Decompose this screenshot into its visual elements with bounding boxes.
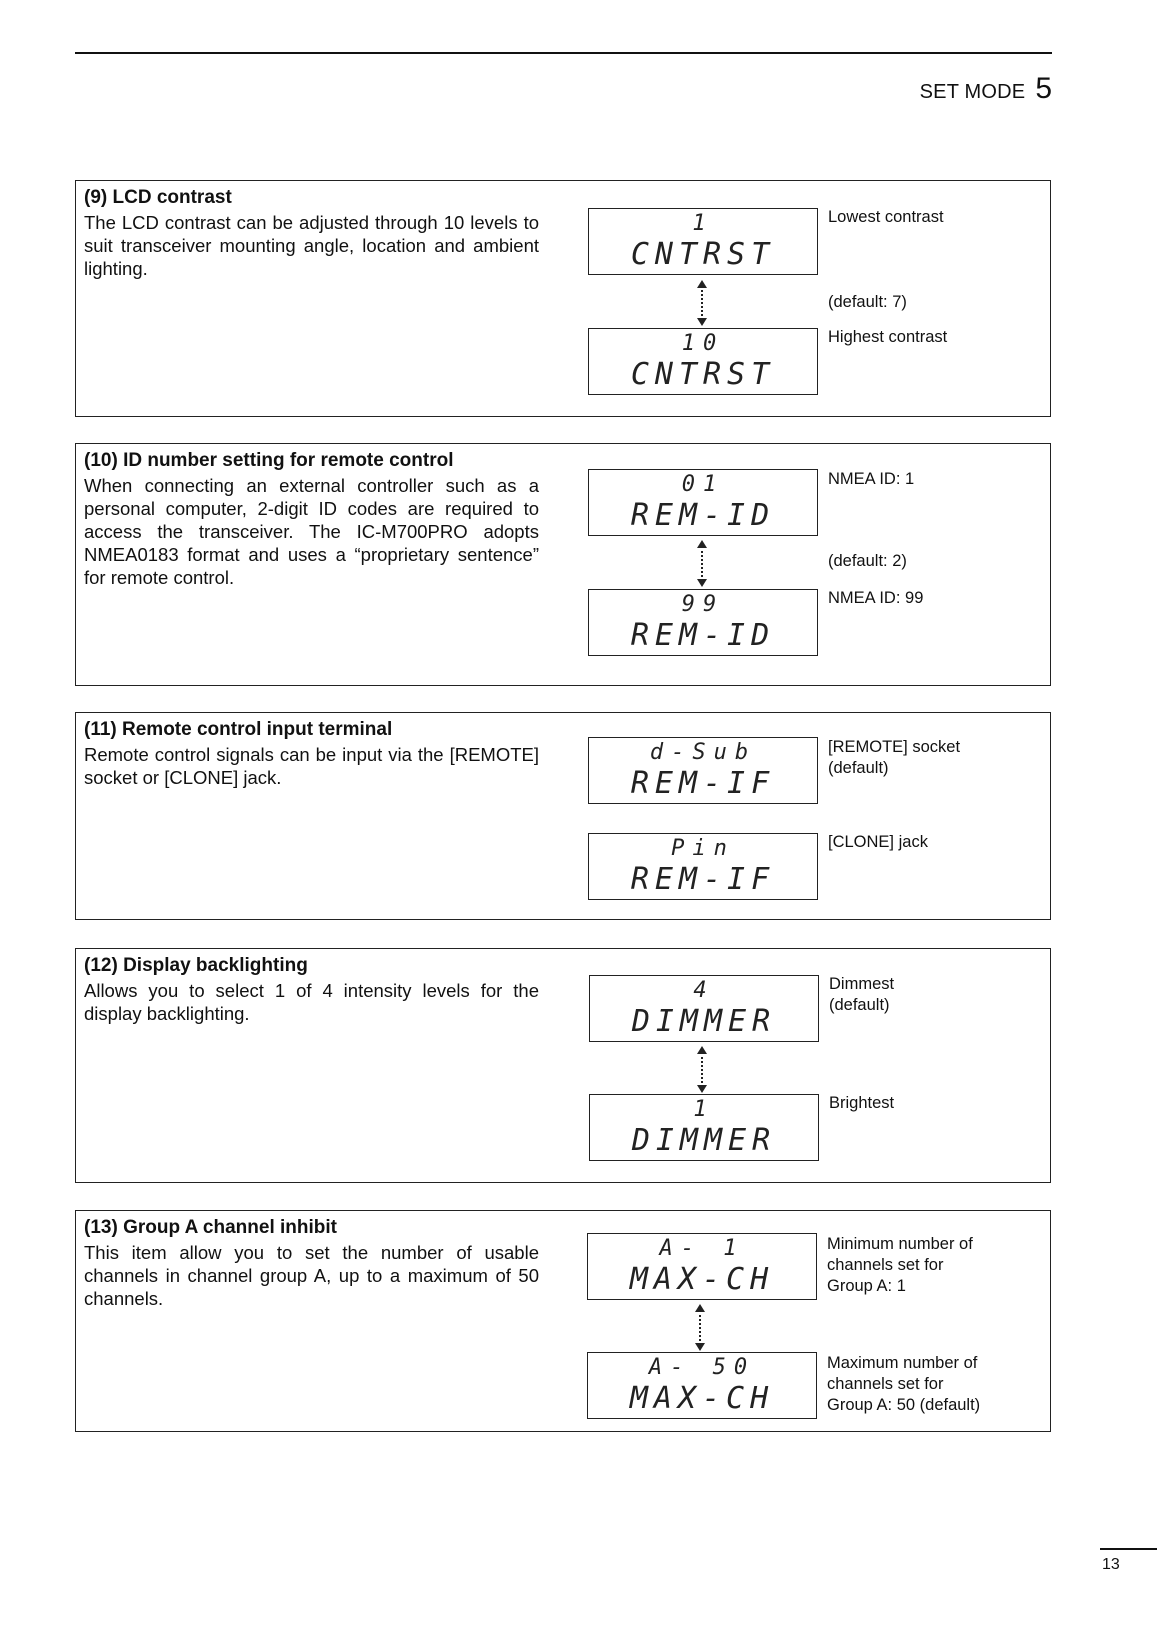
lcd-value: A- 1 (659, 1236, 745, 1261)
note-line: [REMOTE] socket (828, 738, 961, 756)
header-title: SET MODE (919, 81, 1026, 103)
lcd-label: MAX-CH (629, 1381, 775, 1416)
lcd-label: DIMMER (631, 1123, 777, 1158)
note-lowest: Lowest contrast (828, 208, 944, 226)
note-max-channels (827, 1353, 980, 1416)
note-brightest: Brightest (829, 1094, 895, 1112)
lcd-value: 99 (681, 592, 725, 617)
lcd-label: REM-ID (630, 498, 776, 533)
lcd-display-dimmest (589, 975, 819, 1042)
note-remote-socket (828, 737, 960, 779)
note-dimmest (829, 974, 894, 1016)
note-id-1: NMEA ID: 1 (828, 470, 915, 488)
lcd-label: REM-IF (630, 766, 776, 801)
lcd-display-lowest (588, 208, 818, 275)
note-id-99: NMEA ID: 99 (828, 589, 924, 607)
lcd-label: REM-ID (630, 618, 776, 653)
page-header (920, 72, 1052, 106)
lcd-label: DIMMER (631, 1004, 777, 1039)
section-heading: (12) Display backlighting (84, 955, 308, 976)
double-arrow-icon (694, 1304, 706, 1351)
note-line: Minimum number of (827, 1235, 973, 1253)
double-arrow-icon (696, 540, 708, 587)
note-line: channels set for (827, 1375, 944, 1393)
lcd-value: d-Sub (649, 740, 757, 765)
lcd-display-min-channels (587, 1233, 817, 1300)
note-default: (default: 7) (828, 293, 907, 311)
section-backlighting (75, 948, 1051, 1183)
lcd-display-max-channels (587, 1352, 817, 1419)
note-line: Dimmest (829, 975, 895, 993)
lcd-display-pin (588, 833, 818, 900)
note-line: Maximum number of (827, 1354, 978, 1372)
lcd-display-id-99 (588, 589, 818, 656)
section-heading: (10) ID number setting for remote control (84, 450, 454, 471)
note-default: (default: 2) (828, 552, 907, 570)
note-line: Group A: 50 (default) (827, 1396, 981, 1414)
note-line: (default) (829, 996, 890, 1014)
lcd-value: 1 (692, 211, 714, 236)
section-body: Remote control signals can be input via the [REMOTE] socket or [CLONE] jack. (84, 744, 539, 788)
lcd-value: 10 (681, 331, 725, 356)
lcd-value: A- 50 (648, 1355, 756, 1380)
note-line: channels set for (827, 1256, 944, 1274)
double-arrow-icon (696, 280, 708, 326)
lcd-label: CNTRST (630, 357, 776, 392)
lcd-label: REM-IF (630, 862, 776, 897)
lcd-label: CNTRST (630, 237, 776, 272)
section-body: This item allow you to set the number of usable channels in channel group A, up to a maximum of 50 channels. (84, 1242, 539, 1309)
section-body: The LCD contrast can be adjusted through 10 levels to suit transceiver mounting angle, location and ambient lighting. (84, 212, 539, 279)
lcd-display-dsub (588, 737, 818, 804)
lcd-value: 01 (681, 472, 725, 497)
lcd-display-brightest (589, 1094, 819, 1161)
section-body: Allows you to select 1 of 4 intensity levels for the display backlighting. (84, 980, 539, 1024)
section-heading: (9) LCD contrast (84, 187, 232, 208)
top-rule (75, 52, 1052, 54)
note-highest: Highest contrast (828, 328, 948, 346)
lcd-label: MAX-CH (629, 1262, 775, 1297)
lcd-value: 1 (693, 1097, 715, 1122)
double-arrow-icon (696, 1046, 708, 1093)
chapter-number: 5 (1035, 72, 1052, 105)
lcd-display-id-1 (588, 469, 818, 536)
note-line: (default) (828, 759, 889, 777)
note-clone-jack: [CLONE] jack (828, 833, 928, 851)
section-heading: (11) Remote control input terminal (84, 719, 393, 740)
lcd-value: 4 (693, 978, 715, 1003)
note-line: Group A: 1 (827, 1277, 906, 1295)
page-number: 13 (1102, 1556, 1120, 1573)
lcd-display-highest (588, 328, 818, 395)
note-min-channels (827, 1234, 973, 1297)
footer-rule (1100, 1548, 1157, 1550)
section-body: When connecting an external controller such as a personal computer, 2-digit ID codes are required to access the transceiver. The IC-M700PRO adopts NMEA0183 format and uses a “proprietary sentence” for remote control. (84, 475, 539, 588)
section-heading: (13) Group A channel inhibit (84, 1217, 337, 1238)
lcd-value: Pin (671, 836, 735, 861)
